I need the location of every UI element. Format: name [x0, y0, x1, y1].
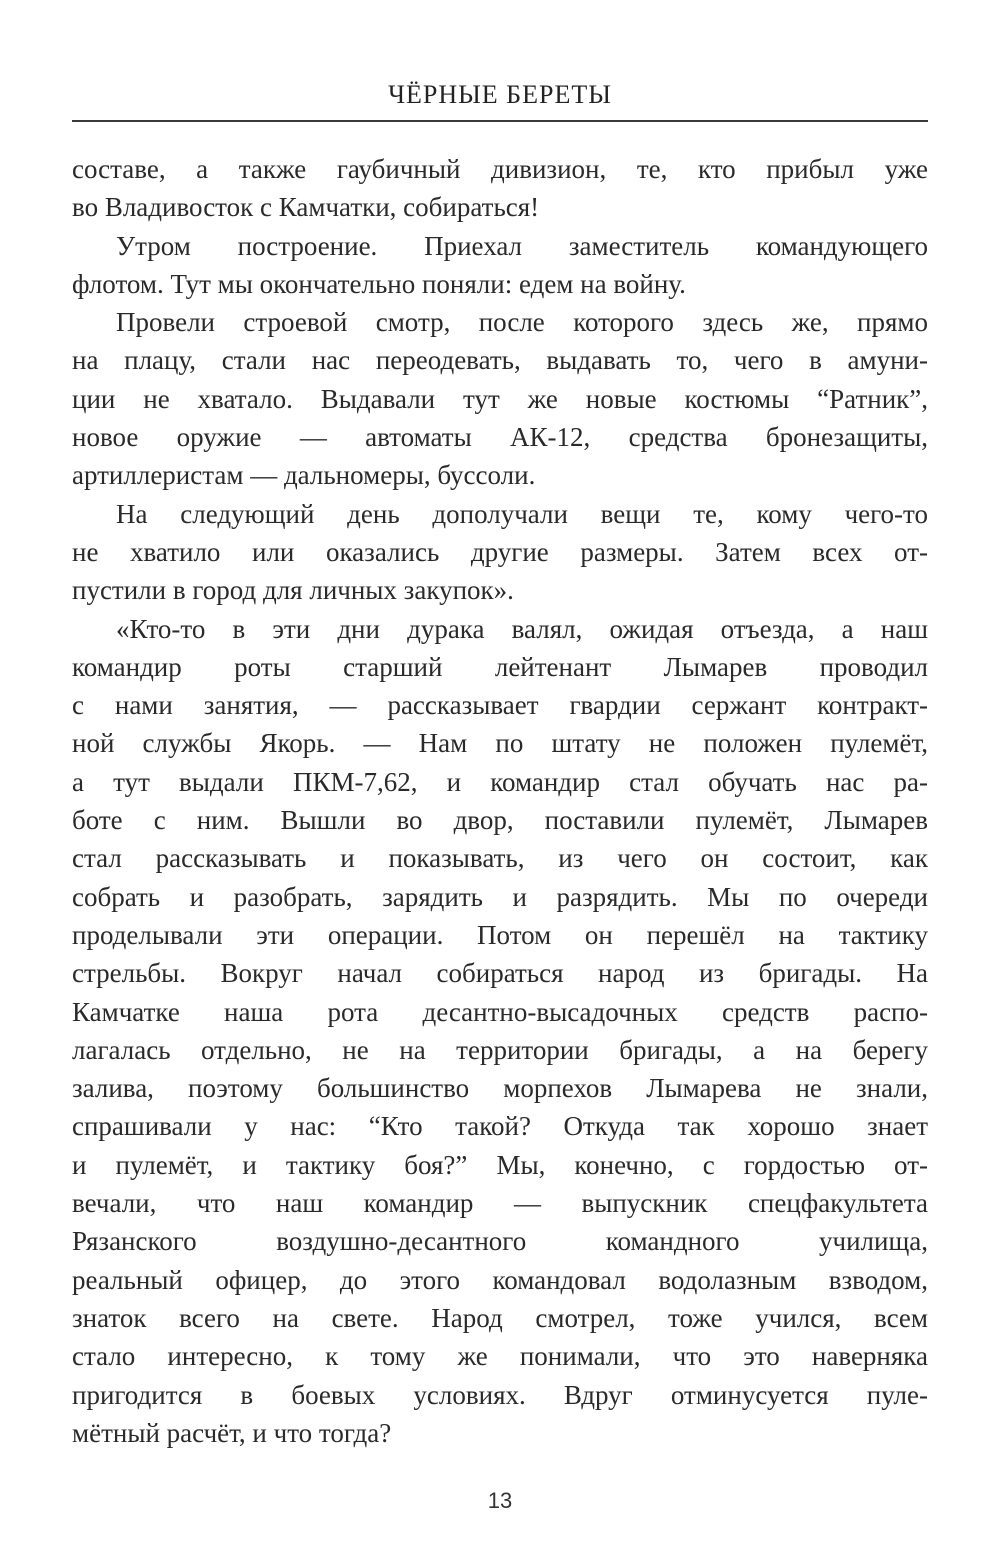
- text-line: и пулемёт, и тактику боя?” Мы, конечно, с гордостью от-: [72, 1149, 928, 1180]
- text-line: во Владивосток с Камчатки, собираться!: [72, 192, 540, 223]
- text-line: а тут выдали ПКМ-7,62, и командир стал обучать нас ра-: [72, 766, 928, 797]
- text-line: «Кто-то в эти дни дурака валял, ожидая отъезда, а наш: [116, 613, 928, 644]
- text-line: ции не хватало. Выдавали тут же новые костюмы “Ратник”,: [72, 383, 928, 414]
- text-line: артиллеристам — дальномеры, буссоли.: [72, 460, 536, 491]
- header-rule: [72, 120, 928, 122]
- text-line: На следующий день дополучали вещи те, кому чего-то: [116, 498, 928, 529]
- text-line: не хватило или оказались другие размеры. Затем всех от-: [72, 536, 928, 567]
- text-line: составе, а также гаубичный дивизион, те, кто прибыл уже: [72, 154, 928, 184]
- text-line: с нами занятия, — рассказывает гвардии сержант контракт-: [72, 690, 928, 721]
- text-line: пригодится в боевых условиях. Вдруг отминусуется пуле-: [72, 1379, 928, 1410]
- text-line: вечали, что наш командир — выпускник спецфакультета: [72, 1188, 928, 1219]
- text-line: проделывали эти операции. Потом он перешёл на тактику: [72, 919, 928, 950]
- text-line: залива, поэтому большинство морпехов Лымарева не знали,: [72, 1073, 928, 1104]
- body-text: [72, 150, 928, 1452]
- text-line: Рязанского воздушно-десантного командного училища,: [72, 1226, 928, 1257]
- text-line: стрельбы. Вокруг начал собираться народ из бригады. На: [72, 958, 928, 989]
- text-line: Провели строевой смотр, после которого здесь же, прямо: [116, 307, 928, 338]
- text-line: лагалась отдельно, не на территории бригады, а на берегу: [72, 1034, 928, 1065]
- text-line: флотом. Тут мы окончательно поняли: едем на войну.: [72, 268, 686, 299]
- text-line: Камчатке наша рота десантно-высадочных средств распо-: [72, 996, 928, 1027]
- text-line: собрать и разобрать, зарядить и разрядить. Мы по очереди: [72, 881, 928, 912]
- text-line: стало интересно, к тому же понимали, что это наверняка: [72, 1341, 928, 1372]
- text-line: на плацу, стали нас переодевать, выдавать то, чего в амуни-: [72, 345, 928, 376]
- text-line: реальный офицер, до этого командовал водолазным взводом,: [72, 1264, 928, 1295]
- text-line: ной службы Якорь. — Нам по штату не положен пулемёт,: [72, 728, 928, 759]
- text-line: новое оружие — автоматы АК-12, средства бронезащиты,: [72, 422, 928, 453]
- text-line: знаток всего на свете. Народ смотрел, тоже учился, всем: [72, 1302, 928, 1333]
- text-line: мётный расчёт, и что тогда?: [72, 1417, 392, 1448]
- text-line: Утром построение. Приехал заместитель командующего: [116, 230, 928, 261]
- text-line: спрашивали у нас: “Кто такой? Откуда так хорошо знает: [72, 1111, 928, 1142]
- text-line: командир роты старший лейтенант Лымарев проводил: [72, 651, 928, 682]
- text-line: пустили в город для личных закупок».: [72, 575, 514, 606]
- page-number: 13: [487, 1488, 513, 1513]
- text-line: боте с ним. Вышли во двор, поставили пулемёт, Лымарев: [72, 805, 928, 836]
- text-line: стал рассказывать и показывать, из чего он состоит, как: [72, 843, 928, 874]
- running-title: ЧЁРНЫЕ БЕРЕТЫ: [388, 80, 612, 109]
